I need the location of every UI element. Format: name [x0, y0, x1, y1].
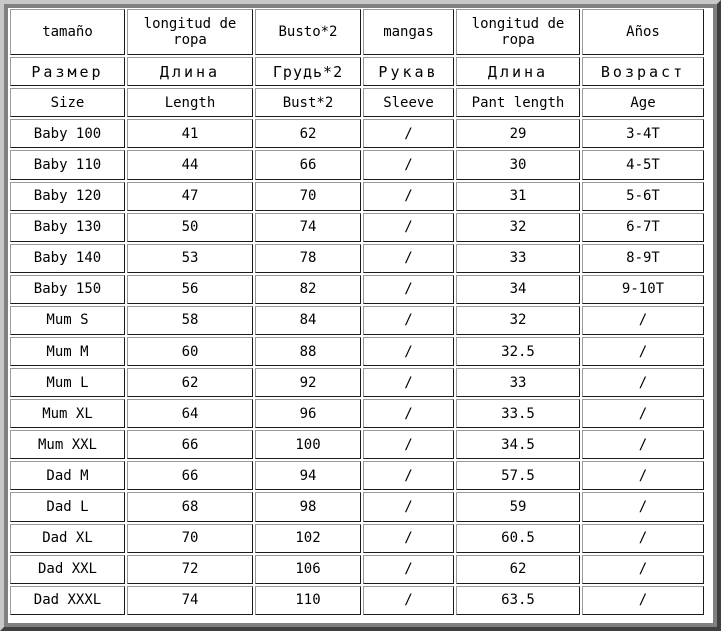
bust-cell: 102 [255, 524, 361, 553]
size-cell: Dad XXL [10, 555, 125, 584]
header-row-spanish [10, 9, 704, 55]
header-row-russian [10, 57, 704, 86]
header-cell-russian: Длина [127, 57, 253, 86]
sleeve-cell: / [363, 150, 454, 179]
bust-cell: 98 [255, 492, 361, 521]
bust-cell: 70 [255, 182, 361, 211]
pant-length-cell: 63.5 [456, 586, 580, 615]
size-cell: Dad XXXL [10, 586, 125, 615]
table-row [10, 275, 704, 304]
bust-cell: 84 [255, 306, 361, 335]
table-row [10, 182, 704, 211]
size-chart-table [8, 7, 706, 617]
age-cell: / [582, 492, 704, 521]
size-cell: Mum L [10, 368, 125, 397]
length-cell: 56 [127, 275, 253, 304]
header-cell-english: Size [10, 88, 125, 117]
pant-length-cell: 33 [456, 244, 580, 273]
pant-length-cell: 62 [456, 555, 580, 584]
pant-length-cell: 59 [456, 492, 580, 521]
length-cell: 70 [127, 524, 253, 553]
age-cell: / [582, 524, 704, 553]
table-row [10, 368, 704, 397]
header-cell-english: Pant length [456, 88, 580, 117]
table-row [10, 306, 704, 335]
header-cell-english: Bust*2 [255, 88, 361, 117]
length-cell: 60 [127, 337, 253, 366]
bust-cell: 92 [255, 368, 361, 397]
bust-cell: 96 [255, 399, 361, 428]
bust-cell: 88 [255, 337, 361, 366]
table-row [10, 213, 704, 242]
sleeve-cell: / [363, 430, 454, 459]
size-cell: Dad L [10, 492, 125, 521]
header-cell-english: Length [127, 88, 253, 117]
sleeve-cell: / [363, 586, 454, 615]
bust-cell: 94 [255, 461, 361, 490]
sleeve-cell: / [363, 524, 454, 553]
table-row [10, 555, 704, 584]
length-cell: 47 [127, 182, 253, 211]
table-row [10, 524, 704, 553]
age-cell: 4-5T [582, 150, 704, 179]
sleeve-cell: / [363, 555, 454, 584]
bust-cell: 62 [255, 119, 361, 148]
length-cell: 41 [127, 119, 253, 148]
size-cell: Baby 140 [10, 244, 125, 273]
length-cell: 72 [127, 555, 253, 584]
length-cell: 58 [127, 306, 253, 335]
length-cell: 62 [127, 368, 253, 397]
sleeve-cell: / [363, 368, 454, 397]
bust-cell: 82 [255, 275, 361, 304]
length-cell: 44 [127, 150, 253, 179]
header-cell-spanish: longitud de ropa [456, 9, 580, 55]
age-cell: / [582, 306, 704, 335]
sleeve-cell: / [363, 461, 454, 490]
sleeve-cell: / [363, 182, 454, 211]
age-cell: 3-4T [582, 119, 704, 148]
header-cell-russian: Грудь*2 [255, 57, 361, 86]
bust-cell: 106 [255, 555, 361, 584]
pant-length-cell: 60.5 [456, 524, 580, 553]
length-cell: 50 [127, 213, 253, 242]
header-row-english [10, 88, 704, 117]
age-cell: / [582, 368, 704, 397]
table-row [10, 430, 704, 459]
bust-cell: 78 [255, 244, 361, 273]
age-cell: 8-9T [582, 244, 704, 273]
age-cell: / [582, 399, 704, 428]
sleeve-cell: / [363, 492, 454, 521]
pant-length-cell: 33.5 [456, 399, 580, 428]
sleeve-cell: / [363, 306, 454, 335]
header-cell-russian: Рукав [363, 57, 454, 86]
size-cell: Mum S [10, 306, 125, 335]
pant-length-cell: 32 [456, 213, 580, 242]
table-row [10, 337, 704, 366]
bust-cell: 74 [255, 213, 361, 242]
size-cell: Baby 100 [10, 119, 125, 148]
pant-length-cell: 34 [456, 275, 580, 304]
table-row [10, 492, 704, 521]
pant-length-cell: 31 [456, 182, 580, 211]
header-cell-russian: Длина [456, 57, 580, 86]
size-cell: Baby 120 [10, 182, 125, 211]
bust-cell: 66 [255, 150, 361, 179]
size-cell: Mum XXL [10, 430, 125, 459]
pant-length-cell: 33 [456, 368, 580, 397]
size-cell: Mum M [10, 337, 125, 366]
sleeve-cell: / [363, 244, 454, 273]
size-cell: Baby 110 [10, 150, 125, 179]
pant-length-cell: 30 [456, 150, 580, 179]
size-cell: Dad XL [10, 524, 125, 553]
size-cell: Baby 150 [10, 275, 125, 304]
length-cell: 53 [127, 244, 253, 273]
header-cell-spanish: mangas [363, 9, 454, 55]
sleeve-cell: / [363, 275, 454, 304]
header-cell-russian: Размер [10, 57, 125, 86]
sleeve-cell: / [363, 119, 454, 148]
header-cell-spanish: longitud de ropa [127, 9, 253, 55]
header-cell-english: Sleeve [363, 88, 454, 117]
sleeve-cell: / [363, 337, 454, 366]
table-row [10, 119, 704, 148]
pant-length-cell: 32.5 [456, 337, 580, 366]
age-cell: / [582, 461, 704, 490]
table-row [10, 399, 704, 428]
table-row [10, 150, 704, 179]
age-cell: / [582, 337, 704, 366]
length-cell: 64 [127, 399, 253, 428]
age-cell: 6-7T [582, 213, 704, 242]
header-cell-russian: Возраст [582, 57, 704, 86]
pant-length-cell: 32 [456, 306, 580, 335]
header-cell-spanish: Años [582, 9, 704, 55]
age-cell: 5-6T [582, 182, 704, 211]
length-cell: 68 [127, 492, 253, 521]
size-cell: Dad M [10, 461, 125, 490]
table-row [10, 244, 704, 273]
size-cell: Mum XL [10, 399, 125, 428]
age-cell: 9-10T [582, 275, 704, 304]
bust-cell: 110 [255, 586, 361, 615]
length-cell: 66 [127, 430, 253, 459]
sleeve-cell: / [363, 213, 454, 242]
size-cell: Baby 130 [10, 213, 125, 242]
pant-length-cell: 57.5 [456, 461, 580, 490]
sleeve-cell: / [363, 399, 454, 428]
pant-length-cell: 29 [456, 119, 580, 148]
table-row [10, 461, 704, 490]
table-row [10, 586, 704, 615]
header-cell-english: Age [582, 88, 704, 117]
pant-length-cell: 34.5 [456, 430, 580, 459]
age-cell: / [582, 586, 704, 615]
length-cell: 66 [127, 461, 253, 490]
header-cell-spanish: tamaño [10, 9, 125, 55]
age-cell: / [582, 430, 704, 459]
bust-cell: 100 [255, 430, 361, 459]
age-cell: / [582, 555, 704, 584]
length-cell: 74 [127, 586, 253, 615]
header-cell-spanish: Busto*2 [255, 9, 361, 55]
